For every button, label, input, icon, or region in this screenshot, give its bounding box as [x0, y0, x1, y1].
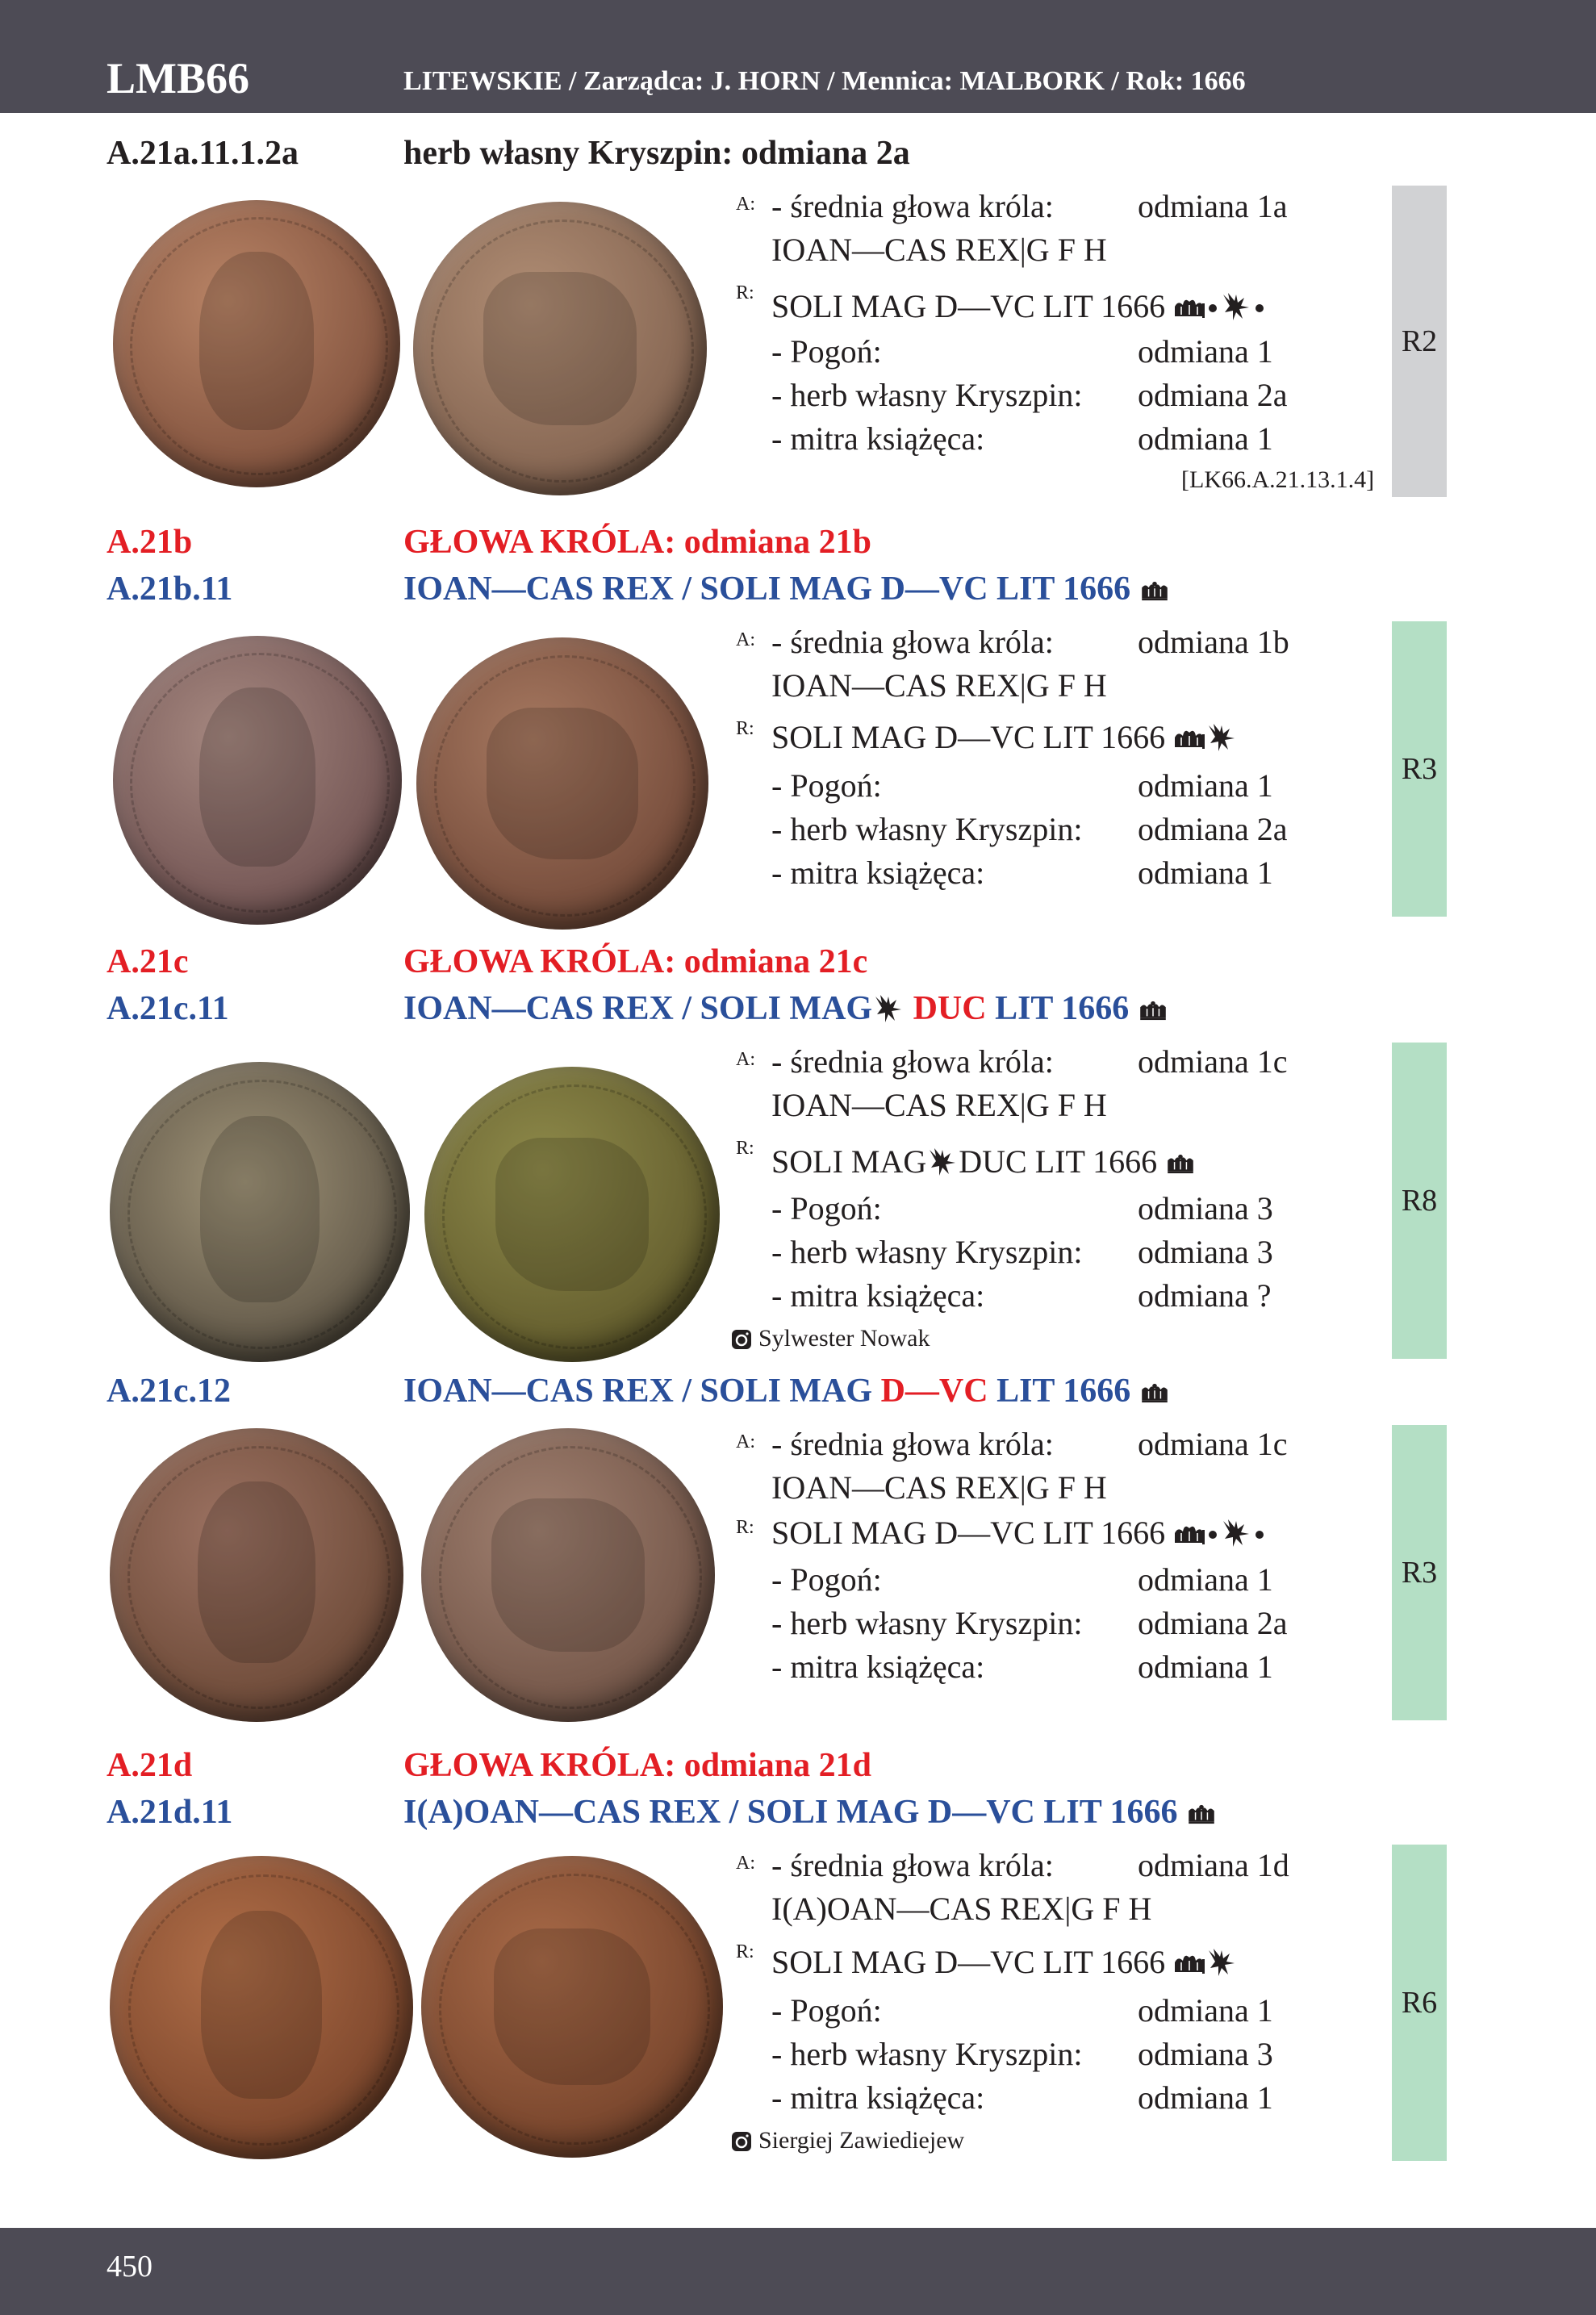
catalog-info: LITEWSKIE / Zarządca: J. HORN / Mennica: MALBORK / Rok: 1666 [403, 66, 1246, 96]
reverse-legend-text: SOLI MAG D—VC LIT 1666 [771, 288, 1166, 324]
pogon-value: odmiana 1 [1138, 767, 1273, 804]
obverse-legend: I(A)OAN—CAS REX|G F H [771, 1891, 1152, 1927]
entry-code: A.21a.11.1.2a [107, 135, 299, 172]
rarity-badge: R2 [1392, 186, 1447, 497]
coin-reverse-image [413, 202, 707, 495]
mitra-value: odmiana 1 [1138, 2079, 1273, 2116]
mitra-label: - mitra książęca: [771, 1648, 985, 1685]
obverse-legend: IOAN—CAS REX|G F H [771, 1469, 1107, 1506]
crown-icon [1186, 1803, 1217, 1824]
head-label: - średnia głowa króla: [771, 188, 1054, 224]
page-header-bar [0, 0, 1596, 113]
group-title: GŁOWA KRÓLA: odmiana 21c [403, 943, 868, 980]
reference-code: [LK66.A.21.13.1.4] [1181, 466, 1375, 493]
dot-icon [1209, 304, 1217, 312]
obverse-legend: IOAN—CAS REX|G F H [771, 1087, 1107, 1123]
group-code: A.21b [107, 524, 193, 561]
eagle-icon [1220, 1516, 1252, 1548]
pogon-label: - Pogoń: [771, 767, 882, 804]
camera-icon [731, 2131, 752, 2152]
entry-title-highlight: D—VC [880, 1373, 988, 1410]
pogon-label: - Pogoń: [771, 333, 882, 370]
group-code: A.21c [107, 943, 189, 980]
coin-obverse-image [110, 1062, 410, 1362]
mitra-label: - mitra książęca: [771, 420, 985, 457]
dot-icon [1255, 304, 1264, 312]
herb-value: odmiana 2a [1138, 811, 1288, 847]
head-value: odmiana 1d [1138, 1847, 1289, 1883]
crown-icon [1173, 295, 1205, 320]
eagle-icon [926, 1145, 959, 1177]
crown-icon [1139, 1382, 1170, 1403]
entry-code: A.21c.11 [107, 990, 229, 1027]
entry-title-part: IOAN—CAS REX / SOLI MAG [403, 1373, 873, 1410]
crown-icon [1165, 1153, 1196, 1174]
avers-marker: A: [736, 629, 755, 650]
revers-marker: R: [736, 1138, 754, 1159]
entry-code: A.21c.12 [107, 1373, 231, 1410]
reverse-legend [771, 1514, 1267, 1552]
revers-marker: R: [736, 1517, 754, 1538]
head-label: - średnia głowa króla: [771, 1426, 1054, 1462]
rarity-badge: R3 [1392, 621, 1447, 917]
coin-reverse-image [421, 1428, 715, 1722]
mitra-label: - mitra książęca: [771, 855, 985, 891]
herb-label: - herb własny Kryszpin: [771, 811, 1083, 847]
group-title: GŁOWA KRÓLA: odmiana 21b [403, 524, 871, 561]
head-value: odmiana 1c [1138, 1043, 1288, 1080]
entry-title: herb własny Kryszpin: odmiana 2a [403, 135, 910, 172]
head-value: odmiana 1c [1138, 1426, 1288, 1462]
coin-obverse-image [110, 1428, 403, 1722]
herb-label: - herb własny Kryszpin: [771, 1234, 1083, 1270]
mitra-value: odmiana 1 [1138, 1648, 1273, 1685]
reverse-legend-text: SOLI MAG [771, 1143, 927, 1180]
avers-marker: A: [736, 1431, 755, 1452]
dot-icon [1255, 1531, 1264, 1539]
entry-code: A.21d.11 [107, 1794, 233, 1831]
photo-credit [731, 2127, 964, 2154]
coin-reverse-image [421, 1856, 723, 2158]
obverse-legend: IOAN—CAS REX|G F H [771, 232, 1107, 268]
obverse-legend: IOAN—CAS REX|G F H [771, 667, 1107, 704]
crown-icon [1139, 580, 1170, 601]
photo-credit-name: Sylwester Nowak [758, 1325, 930, 1352]
mitra-value: odmiana 1 [1138, 855, 1273, 891]
pogon-label: - Pogoń: [771, 1992, 882, 2029]
entry-title [403, 570, 1170, 608]
head-label: - średnia głowa króla: [771, 1043, 1054, 1080]
coin-reverse-image [416, 637, 708, 930]
page-footer-bar [0, 2228, 1596, 2315]
reverse-legend [771, 287, 1267, 325]
coin-obverse-image [113, 200, 400, 487]
coin-obverse-image [113, 636, 402, 925]
entry-title [403, 1793, 1217, 1832]
pogon-value: odmiana 1 [1138, 1992, 1273, 2029]
head-label: - średnia głowa króla: [771, 1847, 1054, 1883]
mitra-label: - mitra książęca: [771, 2079, 985, 2116]
herb-label: - herb własny Kryszpin: [771, 1605, 1083, 1641]
avers-marker: A: [736, 1853, 755, 1874]
mitra-value: odmiana ? [1138, 1277, 1272, 1314]
entry-title [403, 989, 1168, 1028]
reverse-legend [771, 1143, 1196, 1180]
photo-credit-name: Siergiej Zawiediejew [758, 2127, 965, 2154]
rarity-badge: R6 [1392, 1845, 1447, 2161]
reverse-legend-text: SOLI MAG D—VC LIT 1666 [771, 1944, 1166, 1980]
rarity-badge: R3 [1392, 1425, 1447, 1720]
coin-obverse-image [110, 1856, 413, 2159]
herb-label: - herb własny Kryszpin: [771, 377, 1083, 413]
catalog-code: LMB66 [107, 54, 250, 102]
crown-icon [1138, 1000, 1168, 1021]
herb-value: odmiana 2a [1138, 377, 1288, 413]
dot-icon [1209, 1531, 1217, 1539]
pogon-label: - Pogoń: [771, 1190, 882, 1226]
reverse-legend-text: SOLI MAG D—VC LIT 1666 [771, 1515, 1166, 1551]
crown-icon [1173, 1522, 1205, 1546]
head-label: - średnia głowa króla: [771, 624, 1054, 660]
rarity-badge: R8 [1392, 1043, 1447, 1359]
herb-value: odmiana 3 [1138, 1234, 1273, 1270]
herb-value: odmiana 3 [1138, 2036, 1273, 2072]
entry-title-text: I(A)OAN—CAS REX / SOLI MAG D—VC LIT 1666 [403, 1794, 1178, 1831]
revers-marker: R: [736, 718, 754, 739]
entry-title [403, 1372, 1170, 1410]
entry-title-highlight: DUC [913, 990, 987, 1027]
eagle-icon [1205, 1945, 1238, 1978]
entry-title-text: IOAN—CAS REX / SOLI MAG D—VC LIT 1666 [403, 570, 1131, 608]
revers-marker: R: [736, 1941, 754, 1962]
entry-title-part: IOAN—CAS REX / SOLI MAG [403, 990, 873, 1027]
coin-reverse-image [424, 1067, 720, 1362]
avers-marker: A: [736, 1049, 755, 1070]
crown-icon [1173, 726, 1205, 750]
pogon-value: odmiana 1 [1138, 1561, 1273, 1598]
entry-title-part: LIT 1666 [996, 1373, 1131, 1410]
revers-marker: R: [736, 282, 754, 303]
camera-icon [731, 1329, 752, 1350]
mitra-value: odmiana 1 [1138, 420, 1273, 457]
eagle-icon [1205, 721, 1238, 753]
pogon-value: odmiana 1 [1138, 333, 1273, 370]
reverse-legend-text: DUC LIT 1666 [959, 1143, 1158, 1180]
photo-credit [731, 1325, 930, 1352]
herb-label: - herb własny Kryszpin: [771, 2036, 1083, 2072]
group-title: GŁOWA KRÓLA: odmiana 21d [403, 1747, 871, 1784]
crown-icon [1173, 1951, 1205, 1975]
mitra-label: - mitra książęca: [771, 1277, 985, 1314]
pogon-value: odmiana 3 [1138, 1190, 1273, 1226]
eagle-icon [1220, 290, 1252, 322]
page-number: 450 [107, 2250, 152, 2284]
head-value: odmiana 1a [1138, 188, 1288, 224]
pogon-label: - Pogoń: [771, 1561, 882, 1598]
avers-marker: A: [736, 194, 755, 215]
herb-value: odmiana 2a [1138, 1605, 1288, 1641]
eagle-icon [872, 992, 905, 1024]
entry-code: A.21b.11 [107, 570, 233, 608]
reverse-legend [771, 718, 1238, 756]
group-code: A.21d [107, 1747, 193, 1784]
head-value: odmiana 1b [1138, 624, 1289, 660]
reverse-legend-text: SOLI MAG D—VC LIT 1666 [771, 719, 1166, 755]
reverse-legend [771, 1943, 1238, 1981]
entry-title-part: LIT 1666 [995, 990, 1130, 1027]
